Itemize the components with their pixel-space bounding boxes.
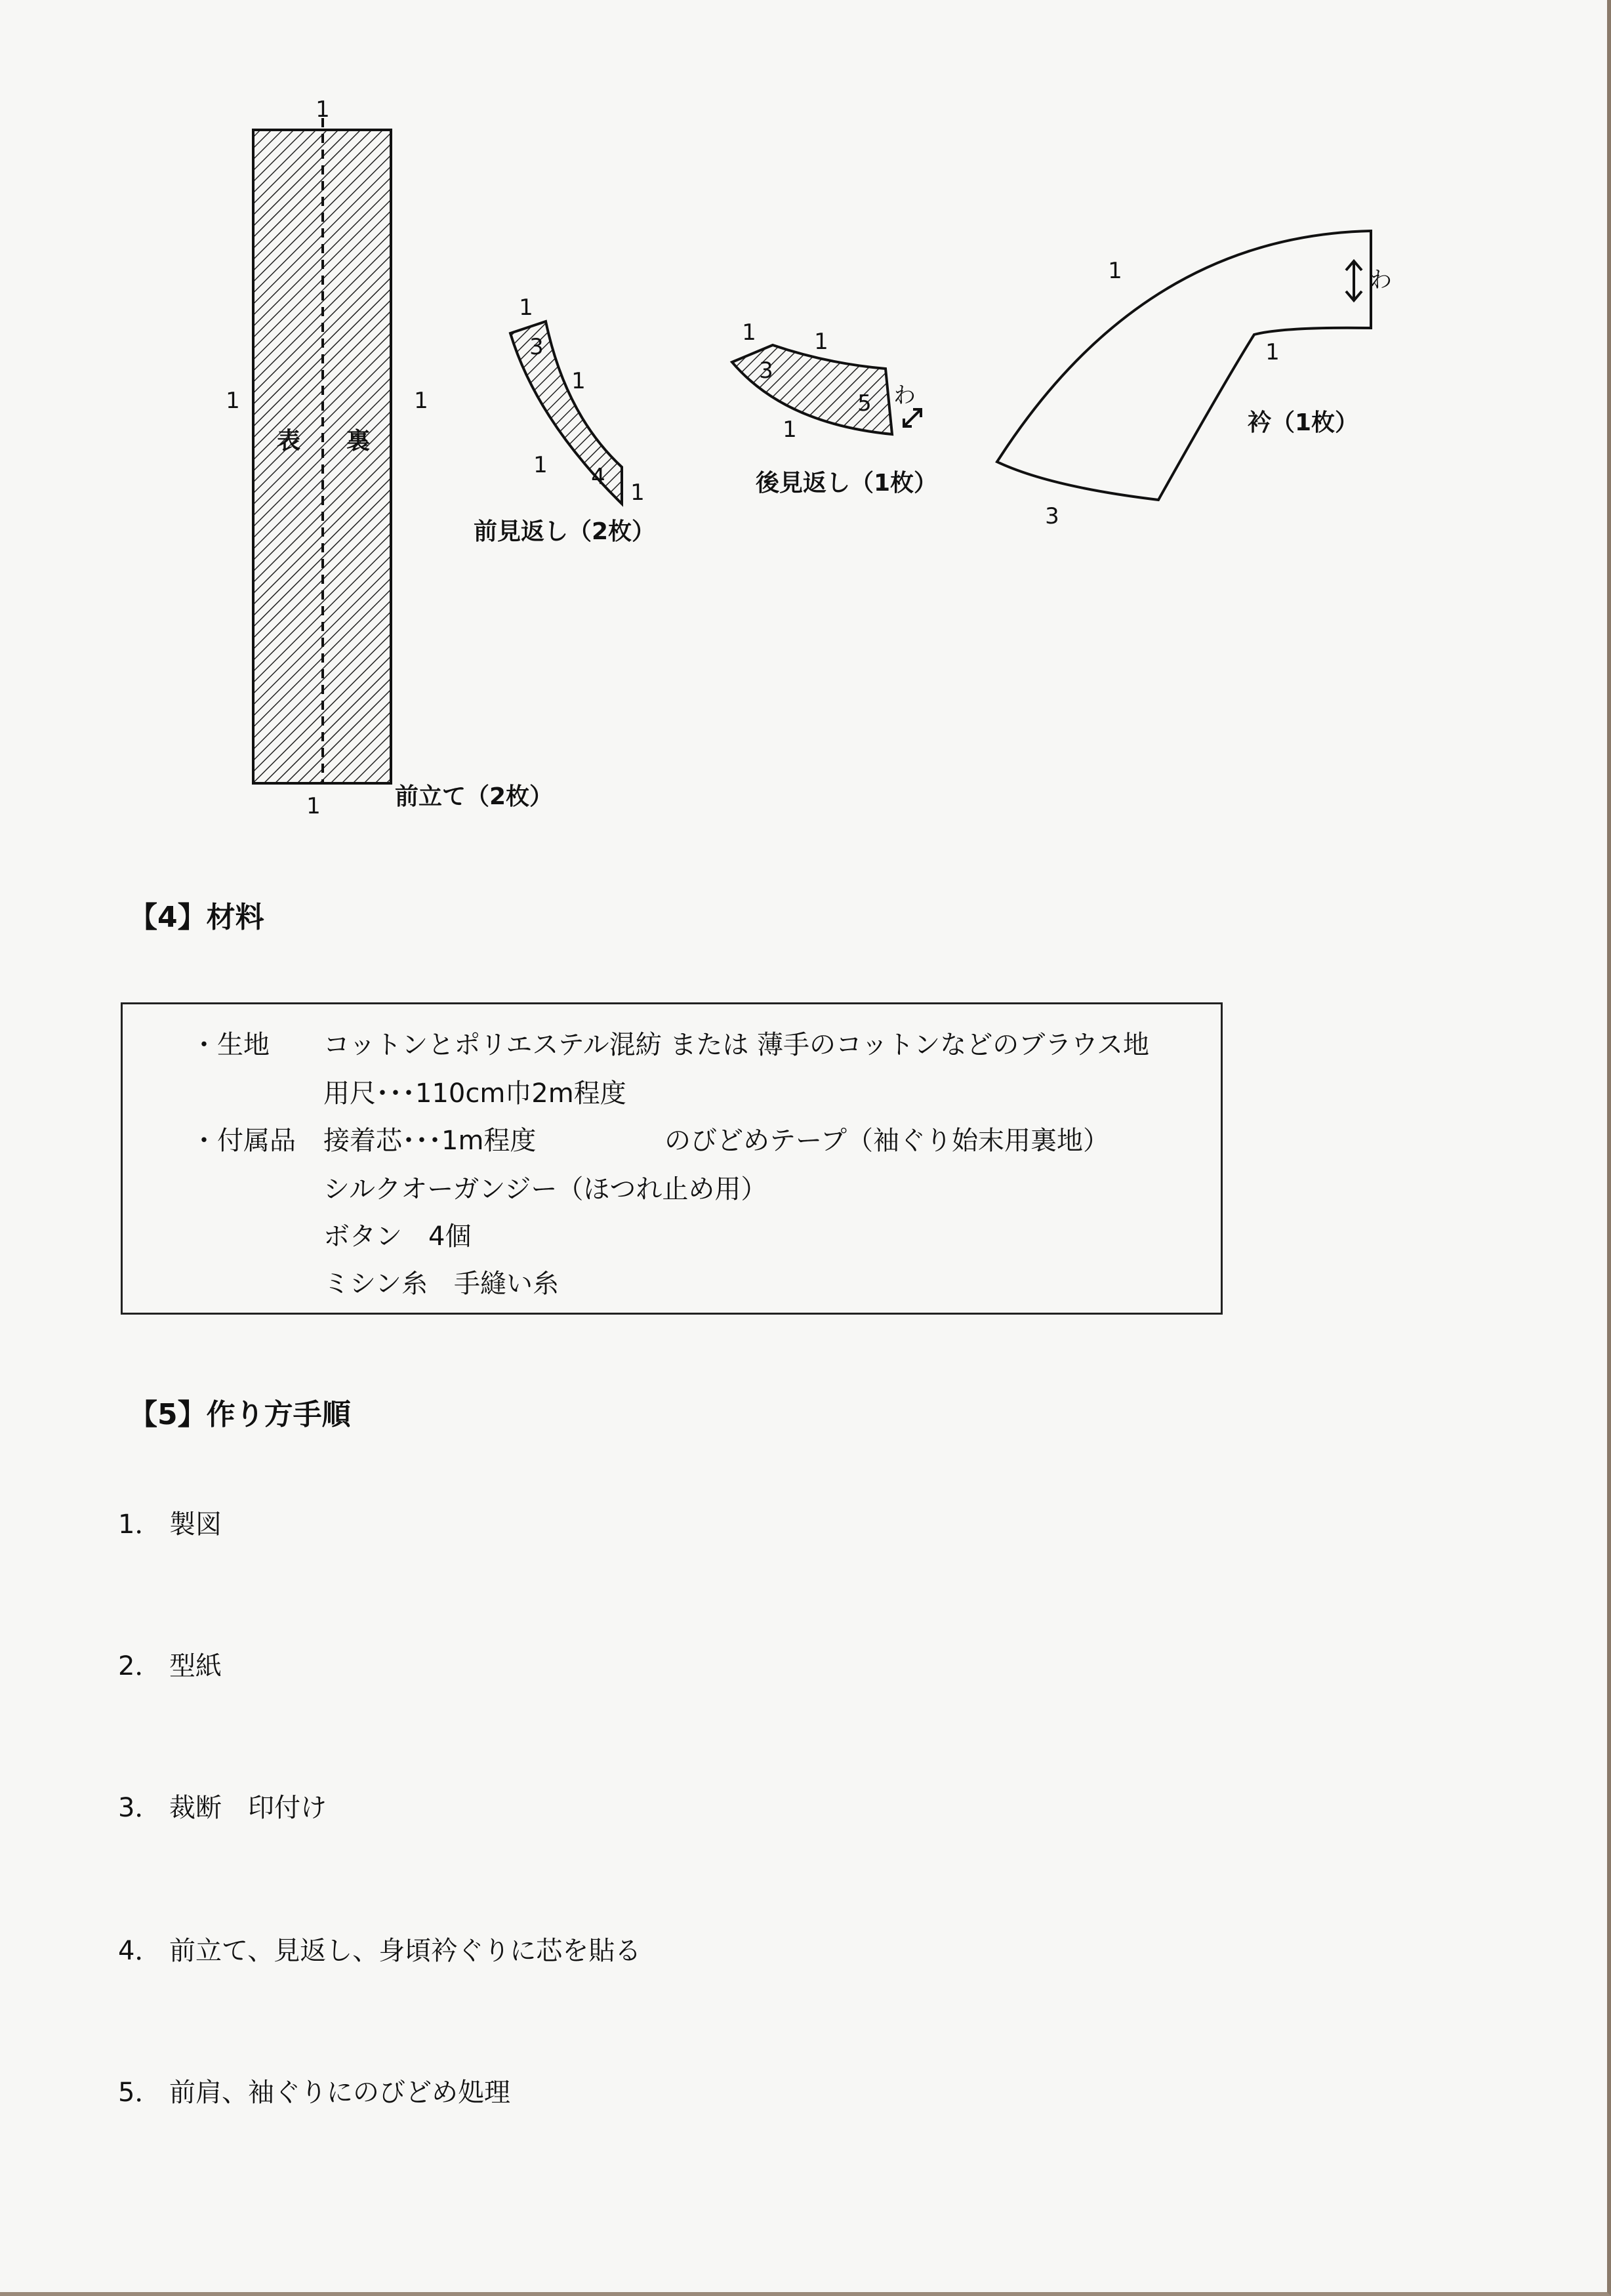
ushiro-mikaeshi-shape [732, 345, 892, 434]
step-number: 4． [118, 1936, 161, 1966]
step-text: 型紙 [169, 1651, 222, 1681]
double-arrow-icon [1346, 261, 1362, 300]
eri-shape [997, 231, 1371, 500]
mae-mikaeshi-label-4: 1 [533, 452, 548, 478]
maetate-caption: 前立て（2枚） [395, 783, 554, 810]
maetate-piece [226, 96, 553, 819]
eri-piece [997, 231, 1392, 529]
ushiro-mikaeshi-caption: 後見返し（1枚） [756, 470, 938, 497]
ushiro-mikaeshi-piece [732, 319, 937, 497]
eri-label-2: 1 [1265, 339, 1280, 365]
mae-mikaeshi-label-6: 1 [630, 480, 645, 506]
pattern-diagram [0, 0, 1611, 853]
maetate-edge-top: 1 [316, 96, 330, 123]
step-text: 製図 [169, 1509, 222, 1540]
mae-mikaeshi-caption: 前見返し（2枚） [474, 518, 656, 545]
maetate-edge-left: 1 [226, 388, 240, 414]
step-number: 1． [118, 1509, 161, 1540]
ushiro-mikaeshi-wa: わ [893, 382, 916, 409]
maetate-edge-right: 1 [414, 388, 428, 414]
ushiro-mikaeshi-label-4: 5 [857, 390, 872, 417]
materials-row-organza: シルクオーガンジー（ほつれ止め用） [323, 1174, 767, 1204]
step-number: 3． [118, 1793, 161, 1823]
ushiro-mikaeshi-label-2: 1 [814, 329, 828, 355]
materials-row-thread: ミシン糸 手縫い糸 [323, 1269, 559, 1299]
eri-caption: 衿（1枚） [1248, 409, 1359, 436]
materials-heading: 【4】材料 [129, 901, 264, 934]
ushiro-mikaeshi-label-1: 1 [742, 319, 756, 346]
fold-arrow-icon [904, 409, 921, 426]
ushiro-mikaeshi-label-5: 1 [783, 417, 797, 443]
step-item [118, 2072, 510, 2109]
step-item [118, 1787, 327, 1824]
materials-box [121, 1002, 1223, 1315]
mae-mikaeshi-label-5: 4 [591, 464, 605, 490]
mae-mikaeshi-piece [474, 295, 655, 545]
mae-mikaeshi-label-3: 1 [571, 368, 586, 394]
step-number: 5． [118, 2078, 161, 2108]
maetate-ura: 裏 [346, 428, 371, 455]
step-item [118, 1504, 222, 1541]
step-text: 前立て、見返し、身頃衿ぐりに芯を貼る [169, 1936, 642, 1966]
materials-row-fabric-label: ・生地 [191, 1030, 270, 1060]
step-item [118, 1930, 641, 1967]
eri-wa: わ [1370, 267, 1392, 293]
materials-row-stay-tape: のびどめテープ（袖ぐり始末用裏地） [664, 1126, 1109, 1156]
step-item [118, 1645, 222, 1683]
ushiro-mikaeshi-label-3: 3 [759, 358, 773, 384]
maetate-omote: 表 [276, 428, 301, 455]
materials-row-interfacing: 接着芯･･･1m程度 [323, 1126, 537, 1156]
step-text: 裁断 印付け [169, 1793, 327, 1823]
materials-row-buttons: ボタン 4個 [323, 1221, 472, 1252]
materials-row-yardage: 用尺･･･110cm巾2m程度 [323, 1078, 626, 1109]
step-text: 前肩、袖ぐりにのびどめ処理 [169, 2078, 510, 2108]
materials-row-fabric-text: コットンとポリエステル混紡 または 薄手のコットンなどのブラウス地 [323, 1030, 1150, 1060]
mae-mikaeshi-label-2: 3 [529, 334, 544, 360]
mae-mikaeshi-label-1: 1 [519, 295, 533, 321]
eri-label-3: 3 [1045, 503, 1059, 529]
step-number: 2． [118, 1651, 161, 1681]
eri-label-1: 1 [1108, 258, 1122, 284]
materials-row-notions-label: ・付属品 [191, 1126, 296, 1156]
maetate-edge-bottom: 1 [306, 793, 321, 819]
procedure-heading: 【5】作り方手順 [129, 1398, 351, 1431]
